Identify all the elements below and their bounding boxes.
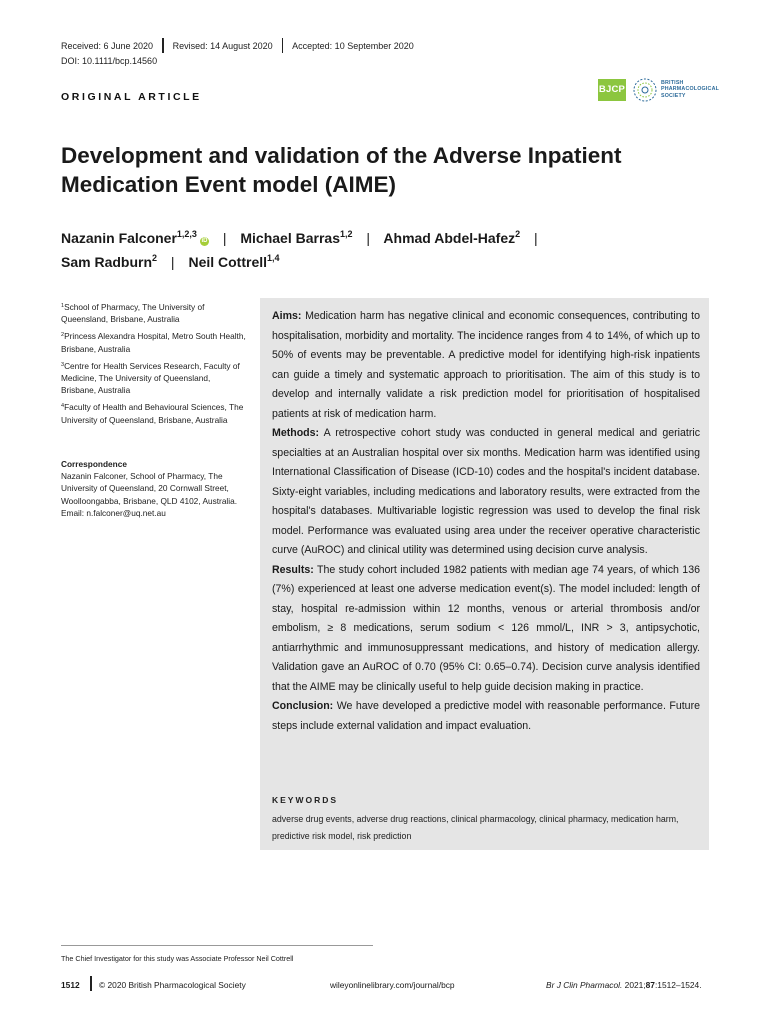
journal-url[interactable]: wileyonlinelibrary.com/journal/bcp (330, 980, 455, 990)
page-number: 1512 (61, 980, 80, 990)
author-affil-sup: 2 (152, 253, 158, 263)
affiliation-item: $^4$Faculty of Health and Behavioural Sciences, The University of Queensland, Brisbane, Australia (61, 402, 244, 425)
article-title: Development and validation of the Adverse Inpatient Medication Event model (AIME) (61, 143, 622, 197)
author-name[interactable]: Sam Radburn (61, 254, 153, 270)
author-separator: | (170, 254, 175, 270)
article-type: ORIGINAL ARTICLE (61, 91, 202, 103)
affiliations (61, 301, 246, 431)
author-name[interactable]: Michael Barras (240, 230, 340, 246)
footer-divider (90, 976, 92, 991)
keywords-list: adverse drug events, adverse drug reactions, clinical pharmacology, clinical pharmacy, medication harm, predictive risk model, risk prediction (272, 814, 679, 841)
society-logo-text[interactable]: BRITISH PHARMACOLOGICAL SOCIETY (661, 80, 720, 99)
author-separator: | (222, 230, 227, 246)
author-affil-sup: 1,2,3 (176, 229, 197, 239)
publication-dates (61, 38, 414, 53)
abstract-box (260, 298, 709, 850)
received-date: Received: 6 June 2020 (61, 40, 154, 51)
affiliation-item: $^3$Centre for Health Services Research, Faculty of Medicine, The University of Queensland, Brisbane, Australia (61, 360, 240, 396)
author-affil-sup: 1,4 (267, 253, 280, 263)
footnote-rule (61, 945, 373, 946)
abstract-results: Results: The study cohort included 1982 patients with median age 74 years, of which 136 (7%) experienced at least one adverse medication event(s). The model included: length of stay, hospital re-admission within 12 months, venous or arterial thrombosis and/or embolism, ≥ 8 medications, serum sodium < 126 mmol/L, INR > 3, antipsychotic, antiarrhythmic and immunosuppressant medications, and history of medication allergy. Validation gave an AuROC of 0.70 (95% CI: 0.65–0.74). Decision curve analysis identified that the AIME may be clinically useful to help guide decision making in practice. (272, 563, 700, 693)
author-list (61, 226, 701, 274)
author-name[interactable]: Neil Cottrell (188, 254, 268, 270)
author-affil-sup: 2 (515, 229, 521, 239)
keywords-heading: KEYWORDS (272, 795, 339, 805)
author-separator: | (366, 230, 371, 246)
citation: Br J Clin Pharmacol. 2021;87:1512–1524. (546, 980, 702, 990)
accepted-date: Accepted: 10 September 2020 (292, 40, 414, 51)
correspondence-email[interactable]: Email: n.falconer@uq.net.au (61, 507, 166, 518)
author-name[interactable]: Ahmad Abdel-Hafez (383, 230, 516, 246)
abstract-text (272, 307, 700, 736)
affiliation-item: $^1$School of Pharmacy, The University of Queensland, Brisbane, Australia (61, 302, 205, 325)
abstract-conclusion: Conclusion: We have developed a predictive model with reasonable performance. Future steps include external validation and impact evaluation. (272, 700, 700, 732)
correspondence (61, 458, 251, 519)
affiliation-item: $^2$Princess Alexandra Hospital, Metro South Health, Brisbane, Australia (61, 331, 246, 354)
copyright: © 2020 British Pharmacological Society (99, 980, 246, 990)
author-affil-sup: 1,2 (339, 229, 353, 239)
abstract-aims: Aims: Medication harm has negative clinical and economic consequences, contributing to hospitalisation, morbidity and mortality. The incidence ranges from 4 to 14%, of which up to 50% of events may be preventable. A predictive model for identifying high-risk inpatients can guide a timely and systematic approach to prioritisation. The aim of this study is to develop and internally validate a risk prediction model for prioritisation of hospitalised patients at risk of medication harm. (272, 310, 700, 420)
divider (162, 38, 164, 53)
journal-logo[interactable]: BJCP (598, 79, 626, 101)
abstract-methods: Methods: A retrospective cohort study was conducted in general medical and geriatric specialties at an Australian hospital over six months. Medication harm was identified using International Classification of Disease (ICD-10) codes and the hospital's incident database. Sixty-eight variables, including medications and laboratory results, were extracted from the hospital's databases. Multivariable logistic regression was used to develop the final risk model. Performance was evaluated using area under the receiver operative characteristic curve (AuROC) and clinical utility was determined using decision curve analysis. (272, 427, 700, 556)
divider (282, 38, 284, 53)
author-separator: | (534, 230, 538, 246)
revised-date: Revised: 14 August 2020 (172, 40, 273, 51)
correspondence-address: Nazanin Falconer, School of Pharmacy, The University of Queensland, 20 Cornwall Street, Woolloongabba, Brisbane, QLD 4102, Australia. (61, 471, 238, 506)
footnote: The Chief Investigator for this study was Associate Professor Neil Cottrell (61, 954, 294, 963)
correspondence-heading: Correspondence (61, 459, 127, 469)
doi[interactable]: DOI: 10.1111/bcp.14560 (61, 56, 158, 66)
society-emblem-icon (631, 76, 659, 104)
author-name[interactable]: Nazanin Falconer (61, 230, 177, 246)
orcid-icon[interactable]: iD (201, 238, 208, 244)
